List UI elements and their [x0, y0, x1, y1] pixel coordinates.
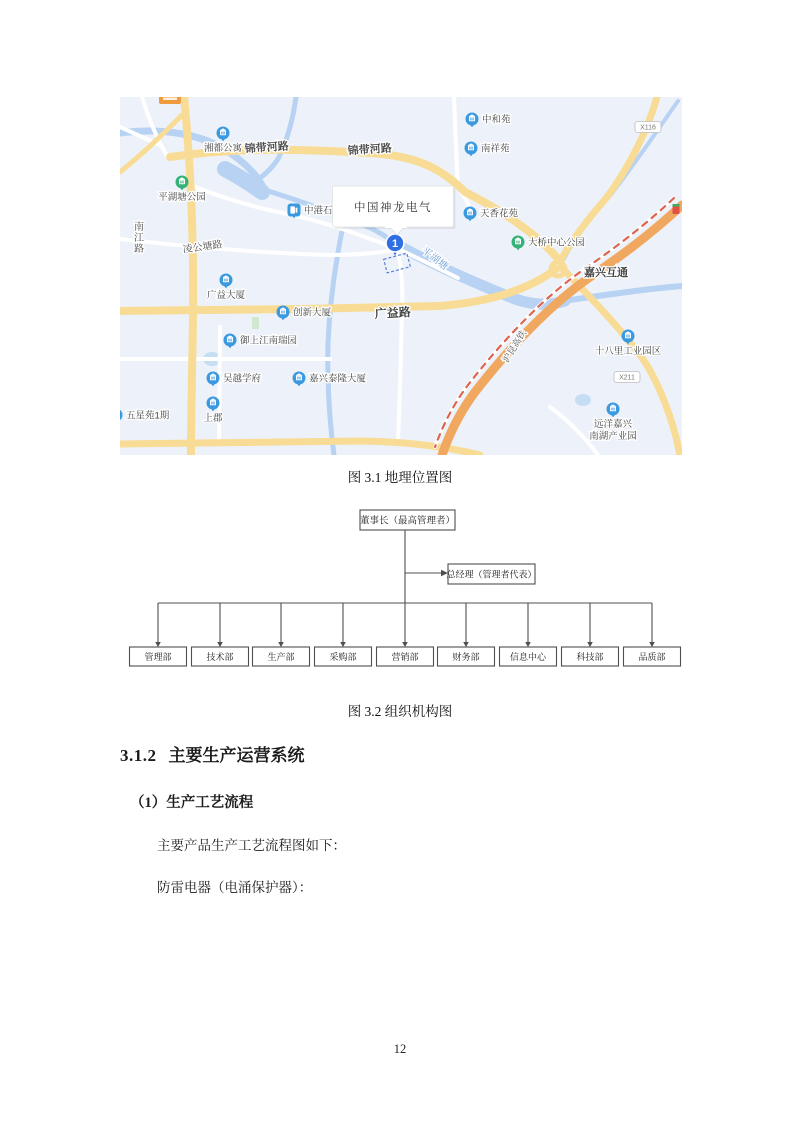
map-poi-label: 远洋嘉兴: [593, 419, 633, 430]
org-box-department: [377, 647, 434, 666]
map-poi-label: 南祥苑: [481, 143, 510, 155]
svg-text:财务部: 财务部: [452, 651, 480, 662]
map-poi-label: 大桥中心公园: [528, 237, 586, 249]
map-poi-label: 吴越学府: [223, 373, 262, 385]
map-poi-label: 创新大厦: [293, 307, 332, 319]
map-road-label: 锦带河路: [244, 140, 290, 156]
org-box-department: [130, 647, 187, 666]
map-park-patches: [252, 317, 259, 329]
map-popup: [333, 186, 456, 235]
paragraph-1: 主要产品生产工艺流程图如下：: [157, 838, 346, 853]
map-poi-label: 天香花苑: [480, 208, 519, 220]
org-box-root: [360, 510, 455, 530]
section-title: 主要生产运营系统: [168, 746, 305, 765]
map-image: [120, 97, 682, 455]
map-road-label: 嘉兴互通: [584, 267, 628, 279]
subsection-heading: （1）生产工艺流程: [130, 795, 254, 811]
figure-caption-org: 图 3.2 组织机构图: [347, 704, 453, 719]
map-popup-label: 中国神龙电气: [354, 202, 432, 214]
org-box-deputy: [446, 564, 536, 584]
section-heading: [120, 741, 305, 766]
section-number: 3.1.2: [120, 746, 157, 765]
page-number: 12: [393, 1042, 407, 1056]
svg-text:生产部: 生产部: [267, 651, 295, 662]
org-box-department: [253, 647, 310, 666]
svg-text:董事长（最高管理者）: 董事长（最高管理者）: [359, 516, 456, 527]
org-box-department: [315, 647, 372, 666]
map-poi-label: 嘉兴泰隆大厦: [309, 373, 367, 385]
org-box-department: [438, 647, 495, 666]
road-number-badge: [614, 372, 640, 383]
map-road-label: 广益路: [374, 305, 412, 321]
paragraph-2: 防雷电器（电涌保护器）：: [157, 880, 313, 895]
road-number-badge: [635, 122, 661, 133]
svg-text:X116: X116: [640, 124, 656, 132]
svg-text:管理部: 管理部: [144, 651, 172, 662]
figure-caption-map: 图 3.1 地理位置图: [347, 470, 453, 485]
map-poi-label: 南湖产业园: [589, 431, 637, 442]
map-road-label: 锦带河路: [347, 142, 393, 158]
svg-text:1: 1: [391, 238, 399, 250]
map-road-label: 平湖塘: [419, 245, 450, 273]
map-poi-label: 御上江南瑞园: [240, 335, 298, 347]
map-poi-label: 中港石: [304, 205, 333, 217]
svg-text:采购部: 采购部: [329, 651, 357, 662]
map-poi-label: 湘都公寓: [203, 143, 243, 154]
org-box-department: [500, 647, 557, 666]
map-poi-label: 中和苑: [482, 114, 511, 126]
map-poi-gas-icon: [288, 204, 301, 219]
map-road-label: 凌公塘路: [182, 239, 224, 256]
location-map-figure: [120, 97, 682, 455]
org-box-department: [624, 647, 681, 666]
map-road-label: 南江路: [134, 222, 144, 255]
map-poi-label: 平湖塘公园: [158, 192, 206, 203]
map-poi-label: 广益大厦: [206, 290, 246, 301]
map-poi-label: 上郡: [203, 413, 223, 424]
org-chart: [120, 500, 682, 685]
svg-text:X211: X211: [619, 374, 635, 382]
svg-text:科技部: 科技部: [576, 651, 604, 662]
svg-text:信息中心: 信息中心: [509, 651, 547, 662]
svg-text:营销部: 营销部: [391, 651, 419, 662]
road-number-badge: [673, 204, 680, 214]
svg-text:技术部: 技术部: [206, 651, 234, 662]
svg-text:总经理（管理者代表）: 总经理（管理者代表）: [446, 569, 537, 580]
road-number-badge: [159, 97, 181, 104]
org-box-department: [192, 647, 249, 666]
svg-text:品质部: 品质部: [638, 651, 666, 662]
map-poi-label: 五星苑1期: [126, 410, 170, 422]
map-road-label: 沪昆高铁: [500, 328, 529, 365]
map-poi-label: 十八里工业园区: [594, 346, 662, 357]
org-chart-figure: [120, 500, 682, 685]
org-box-department: [562, 647, 619, 666]
org-chart-lines: [158, 530, 652, 643]
